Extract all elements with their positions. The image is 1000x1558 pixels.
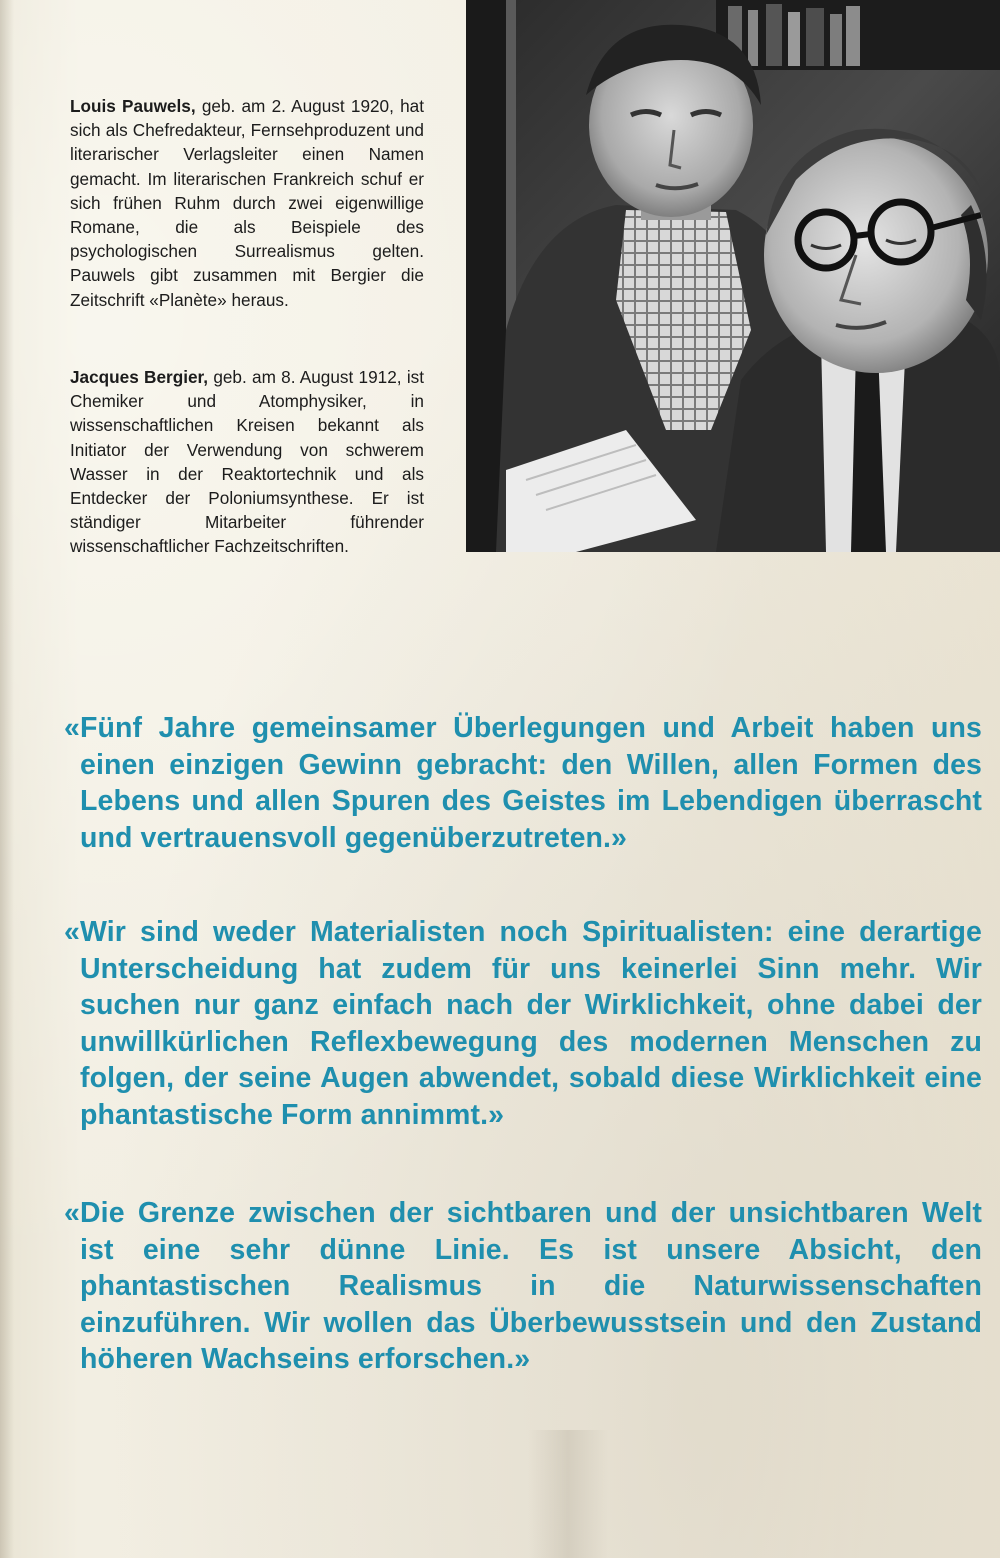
open-guillemet: « — [64, 916, 80, 948]
author-photo-illustration — [466, 0, 1000, 552]
open-guillemet: « — [64, 1197, 80, 1229]
bio-bergier — [70, 365, 424, 559]
quote-1 — [64, 710, 982, 856]
quote-text: Die Grenze zwischen der sichtbaren und der unsichtbaren Welt ist eine sehr dünne Linie. Es ist unsere Absicht, den phantastischen Realismus in die Naturwissenschaften einzuführen. Wir wollen das Überbewusstsein und den Zustand höheren Wachseins erforschen.» — [80, 1197, 982, 1375]
bio-name: Louis Pauwels, — [70, 96, 196, 116]
spine-shadow — [0, 0, 14, 1558]
quote-text: Fünf Jahre gemeinsamer Überlegungen und Arbeit haben uns einen einzigen Gewinn gebracht: den Willen, allen Formen des Lebens und allen Spuren des Geistes im Lebendigen überrascht und vertrauensvoll gegenüberzutreten.» — [80, 712, 982, 854]
quote-text: Wir sind weder Materialisten noch Spiritualisten: eine derartige Unterscheidung hat zudem für uns keinerlei Sinn mehr. Wir suchen nur ganz einfach nach der Wirklichkeit, ohne dabei der unwillkürlichen Reflexbewegung des modernen Menschen zu folgen, der seine Augen abwendet, sobald diese Wirklichkeit eine phantastische Form annimmt.» — [80, 916, 982, 1131]
author-photo — [466, 0, 1000, 552]
bio-pauwels — [70, 94, 424, 312]
quote-2 — [64, 914, 982, 1133]
open-guillemet: « — [64, 712, 80, 744]
paper-crease — [528, 1430, 608, 1558]
quote-3 — [64, 1195, 982, 1378]
bio-name: Jacques Bergier, — [70, 367, 209, 387]
bio-text: geb. am 2. August 1920, hat sich als Chefredakteur, Fernsehproduzent und literarischer Verlagsleiter einen Namen gemacht. Im literarischen Frankreich schuf er sich frühen Ruhm durch zwei eigenwillige Romane, die als Beispiele des psychologischen Surrealismus gelten. Pauwels gibt zusammen mit Bergier die Zeitschrift «Planète» heraus. — [70, 96, 424, 310]
bio-text: geb. am 8. August 1912, ist Chemiker und Atomphysiker, in wissenschaftlichen Kreisen bekannt als Initiator der Verwendung von schwerem Wasser in der Reaktortechnik und als Entdecker der Poloniumsynthese. Er ist ständiger Mitarbeiter führender wissenschaftlicher Fachzeitschriften. — [70, 367, 425, 557]
